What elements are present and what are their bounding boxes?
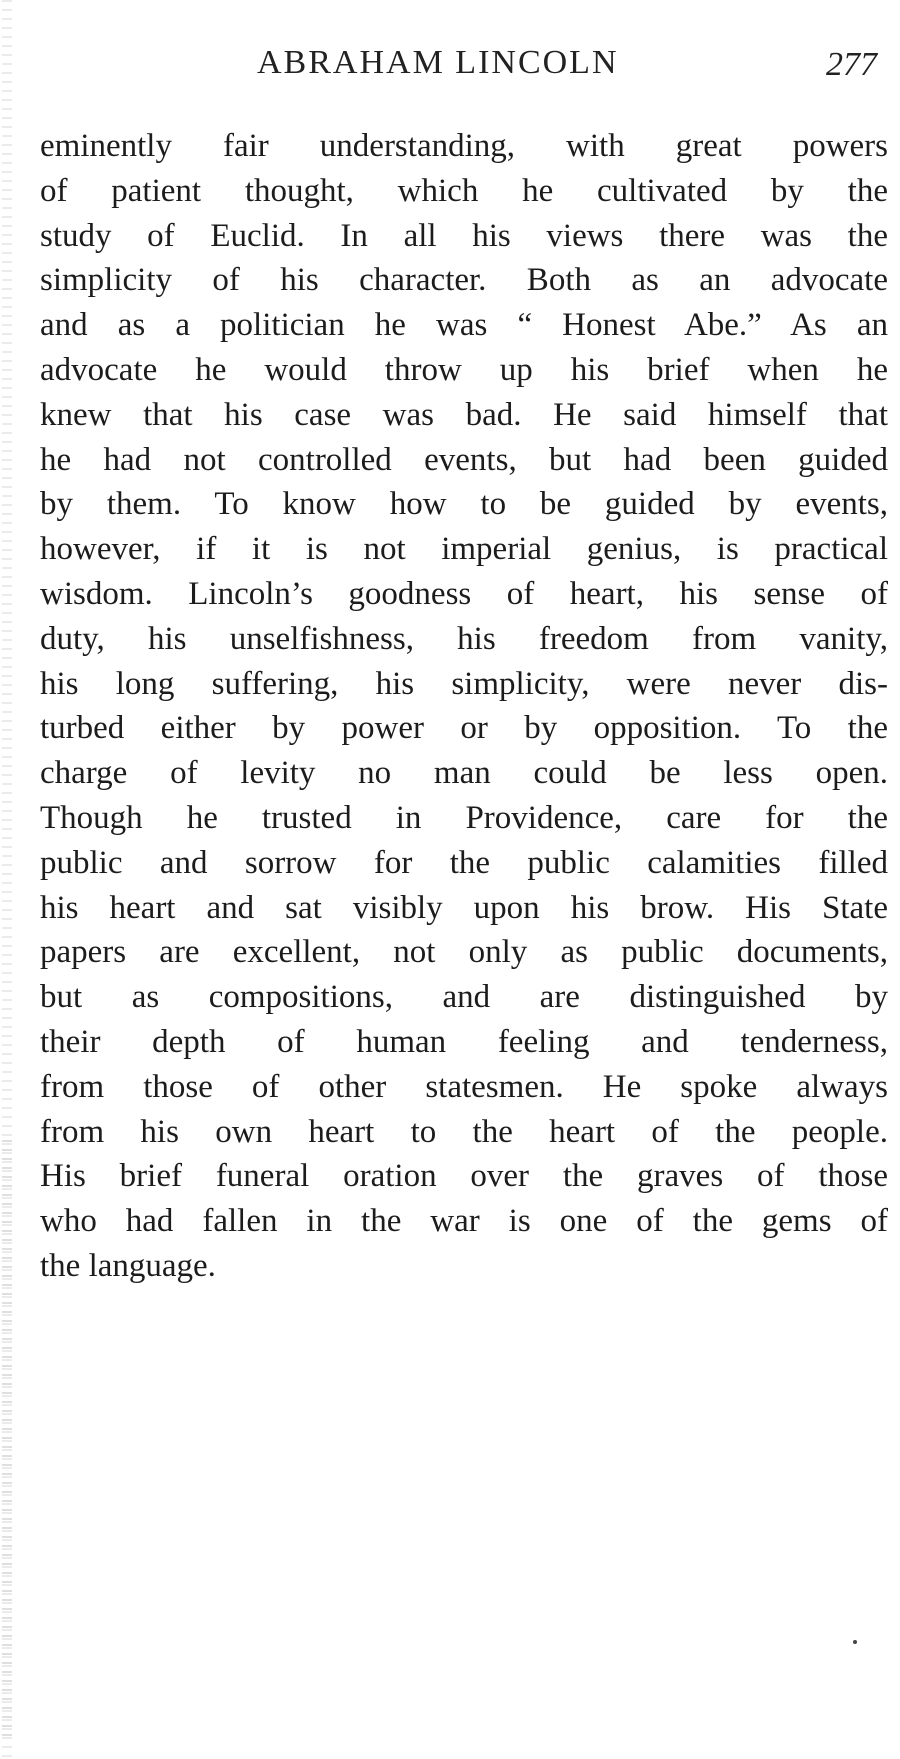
text-line: by them. To know how to be guided by events,: [40, 486, 888, 523]
text-line: but as compositions, and are distinguished by: [40, 979, 888, 1016]
binding-gutter-marks-lower: [2, 1140, 12, 1740]
text-line: eminently fair understanding, with great powers: [40, 128, 888, 164]
text-line: advocate he would throw up his brief when he: [40, 351, 888, 388]
text-line: however, if it is not imperial genius, is practical: [40, 531, 888, 568]
running-head-title: ABRAHAM LINCOLN: [257, 44, 619, 81]
text-line: papers are excellent, not only as public documents,: [40, 934, 888, 971]
body-paragraph: [40, 124, 888, 1289]
ink-speck: [853, 1640, 857, 1644]
text-line: and as a politician he was “ Honest Abe.” As an: [40, 307, 888, 344]
text-line: wisdom. Lincoln’s goodness of heart, his sense of: [40, 575, 888, 612]
text-line: charge of levity no man could be less open.: [40, 755, 888, 792]
text-line: his long suffering, his simplicity, were never dis-: [40, 665, 888, 702]
text-line: he had not controlled events, but had been guided: [40, 441, 888, 478]
text-line: knew that his case was bad. He said himself that: [40, 396, 888, 433]
text-line: their depth of human feeling and tenderness,: [40, 1023, 888, 1060]
text-line: turbed either by power or by opposition. To the: [40, 710, 888, 747]
text-line: public and sorrow for the public calamities filled: [40, 844, 888, 881]
text-line: the language.: [40, 1247, 216, 1284]
page-number: 277: [826, 46, 877, 83]
text-line: from those of other statesmen. He spoke always: [40, 1068, 888, 1105]
text-line: simplicity of his character. Both as an advocate: [40, 262, 888, 299]
text-line: from his own heart to the heart of the people.: [40, 1113, 888, 1150]
text-line: who had fallen in the war is one of the gems of: [40, 1203, 888, 1240]
text-line: of patient thought, which he cultivated by the: [40, 172, 888, 209]
running-head: [0, 38, 900, 88]
text-line: duty, his unselfishness, his freedom from vanity,: [40, 620, 888, 657]
text-line: his heart and sat visibly upon his brow. His State: [40, 889, 888, 926]
text-line: study of Euclid. In all his views there was the: [40, 217, 888, 254]
text-line: Though he trusted in Providence, care for the: [40, 799, 888, 836]
text-line: His brief funeral oration over the graves of those: [40, 1158, 888, 1195]
